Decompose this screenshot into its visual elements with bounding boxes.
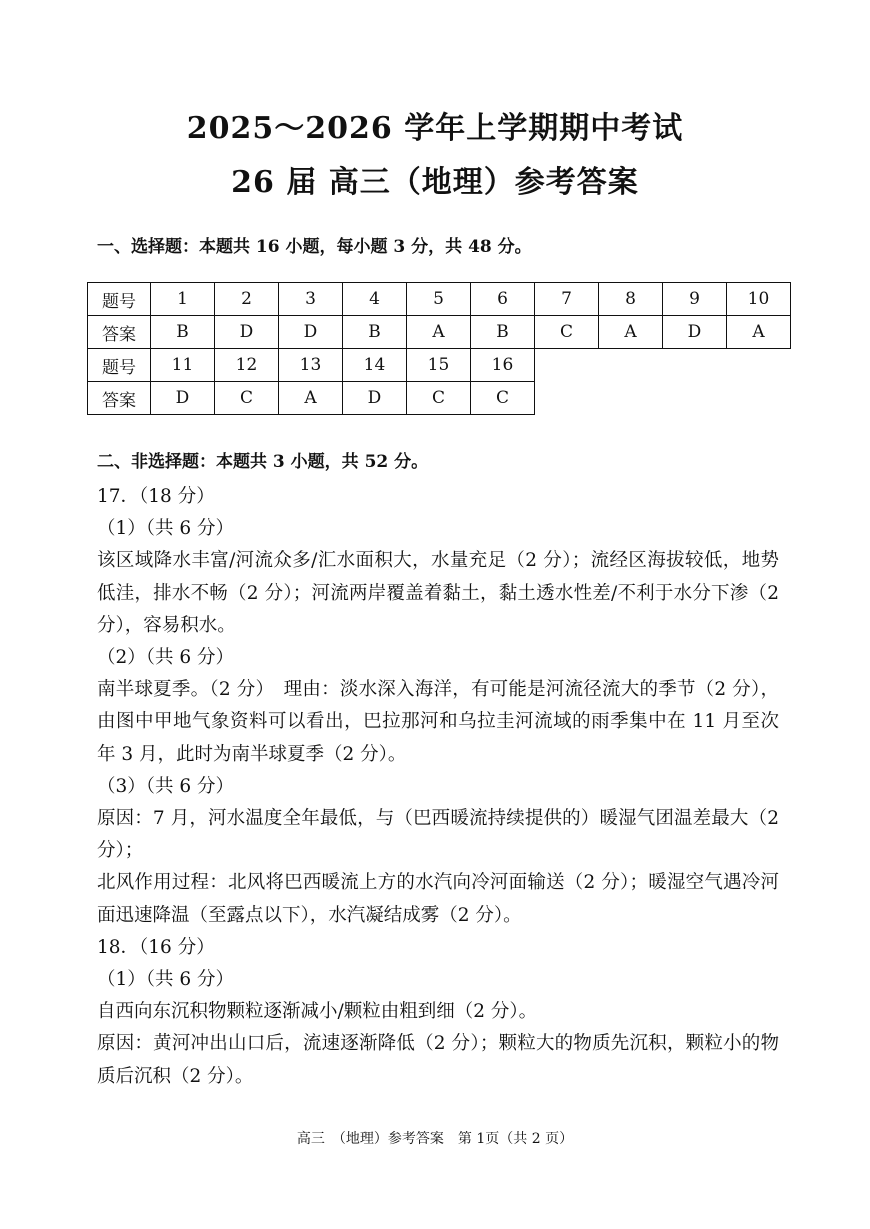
answer-cell: D xyxy=(215,316,279,349)
question-number: 9 xyxy=(663,283,727,316)
answer-cell: D xyxy=(151,382,215,415)
answer-cell: C xyxy=(215,382,279,415)
row-label: 题号 xyxy=(88,283,151,316)
answer-cell: B xyxy=(471,316,535,349)
answer-paragraph: 该区域降水丰富/河流众多/汇水面积大，水量充足（2 分）；流经区海拔较低，地势低洼，排水不畅（2 分）；河流两岸覆盖着黏土，黏土透水性差/不利于水分下渗（2 分），容易积水。 xyxy=(97,550,779,636)
question-number: 13 xyxy=(279,349,343,382)
answer-cell: A xyxy=(727,316,791,349)
question-number: 1 xyxy=(151,283,215,316)
question-header: 18．（16 分） xyxy=(97,936,215,958)
question-number: 7 xyxy=(535,283,599,316)
answer-paragraph: 南半球夏季。（2 分） 理由：淡水深入海洋，有可能是河流径流大的季节（2 分），由图中甲地气象资料可以看出，巴拉那河和乌拉圭河流域的雨季集中在 11 月至次年 3 月，此时为南半球夏季（2 分）。 xyxy=(97,679,779,765)
question-number: 4 xyxy=(343,283,407,316)
section-heading-choice: 一、选择题：本题共 16 小题，每小题 3 分，共 48 分。 xyxy=(97,237,532,257)
answer-cell: D xyxy=(663,316,727,349)
table-row xyxy=(88,349,791,382)
sub-question-header: （2）（共 6 分） xyxy=(97,647,235,669)
answer-table xyxy=(87,282,791,415)
question-number: 14 xyxy=(343,349,407,382)
question-number: 15 xyxy=(407,349,471,382)
question-number: 5 xyxy=(407,283,471,316)
question-number: 2 xyxy=(215,283,279,316)
table-row xyxy=(88,316,791,349)
question-header: 17．（18 分） xyxy=(97,486,215,507)
answer-cell: D xyxy=(279,316,343,349)
question-number: 6 xyxy=(471,283,535,316)
section-heading-non-choice: 二、非选择题：本题共 3 小题，共 52 分。 xyxy=(97,452,429,472)
answer-cell: A xyxy=(279,382,343,415)
answer-cell: B xyxy=(343,316,407,349)
row-label: 答案 xyxy=(88,316,151,349)
answer-body xyxy=(97,481,779,1093)
answer-cell: C xyxy=(471,382,535,415)
row-label: 题号 xyxy=(88,349,151,382)
sub-question-header: （1）（共 6 分） xyxy=(97,969,235,991)
title-line-1: 2025～2026 学年上学期期中考试 xyxy=(186,111,684,146)
empty-area xyxy=(535,382,791,415)
title-line-2: 26 届 高三（地理）参考答案 xyxy=(231,165,639,200)
answer-cell: A xyxy=(599,316,663,349)
row-label: 答案 xyxy=(88,382,151,415)
page-footer: 高三 （地理）参考答案 第 1页（共 2 页） xyxy=(296,1131,574,1147)
question-number: 8 xyxy=(599,283,663,316)
answer-paragraph: 自西向东沉积物颗粒逐渐减小/颗粒由粗到细（2 分）。 xyxy=(97,1001,538,1023)
question-number: 16 xyxy=(471,349,535,382)
answer-cell: C xyxy=(407,382,471,415)
question-number: 12 xyxy=(215,349,279,382)
question-number: 3 xyxy=(279,283,343,316)
answer-cell: A xyxy=(407,316,471,349)
question-number: 10 xyxy=(727,283,791,316)
sub-question-header: （1）（共 6 分） xyxy=(97,518,235,540)
table-row xyxy=(88,382,791,415)
answer-cell: B xyxy=(151,316,215,349)
question-number: 11 xyxy=(151,349,215,382)
table-row xyxy=(88,283,791,316)
sub-question-header: （3）（共 6 分） xyxy=(97,775,235,797)
answer-paragraph: 原因：7 月，河水温度全年最低，与（巴西暖流持续提供的）暖湿气团温差最大（2 分）； xyxy=(97,808,779,862)
answer-paragraph: 北风作用过程：北风将巴西暖流上方的水汽向冷河面输送（2 分）；暖湿空气遇冷河面迅速降温（至露点以下），水汽凝结成雾（2 分）。 xyxy=(97,872,779,926)
answer-cell: C xyxy=(535,316,599,349)
answer-cell: D xyxy=(343,382,407,415)
empty-area xyxy=(535,349,791,382)
answer-paragraph: 原因：黄河冲出山口后，流速逐渐降低（2 分）；颗粒大的物质先沉积，颗粒小的物质后沉积（2 分）。 xyxy=(97,1033,779,1087)
